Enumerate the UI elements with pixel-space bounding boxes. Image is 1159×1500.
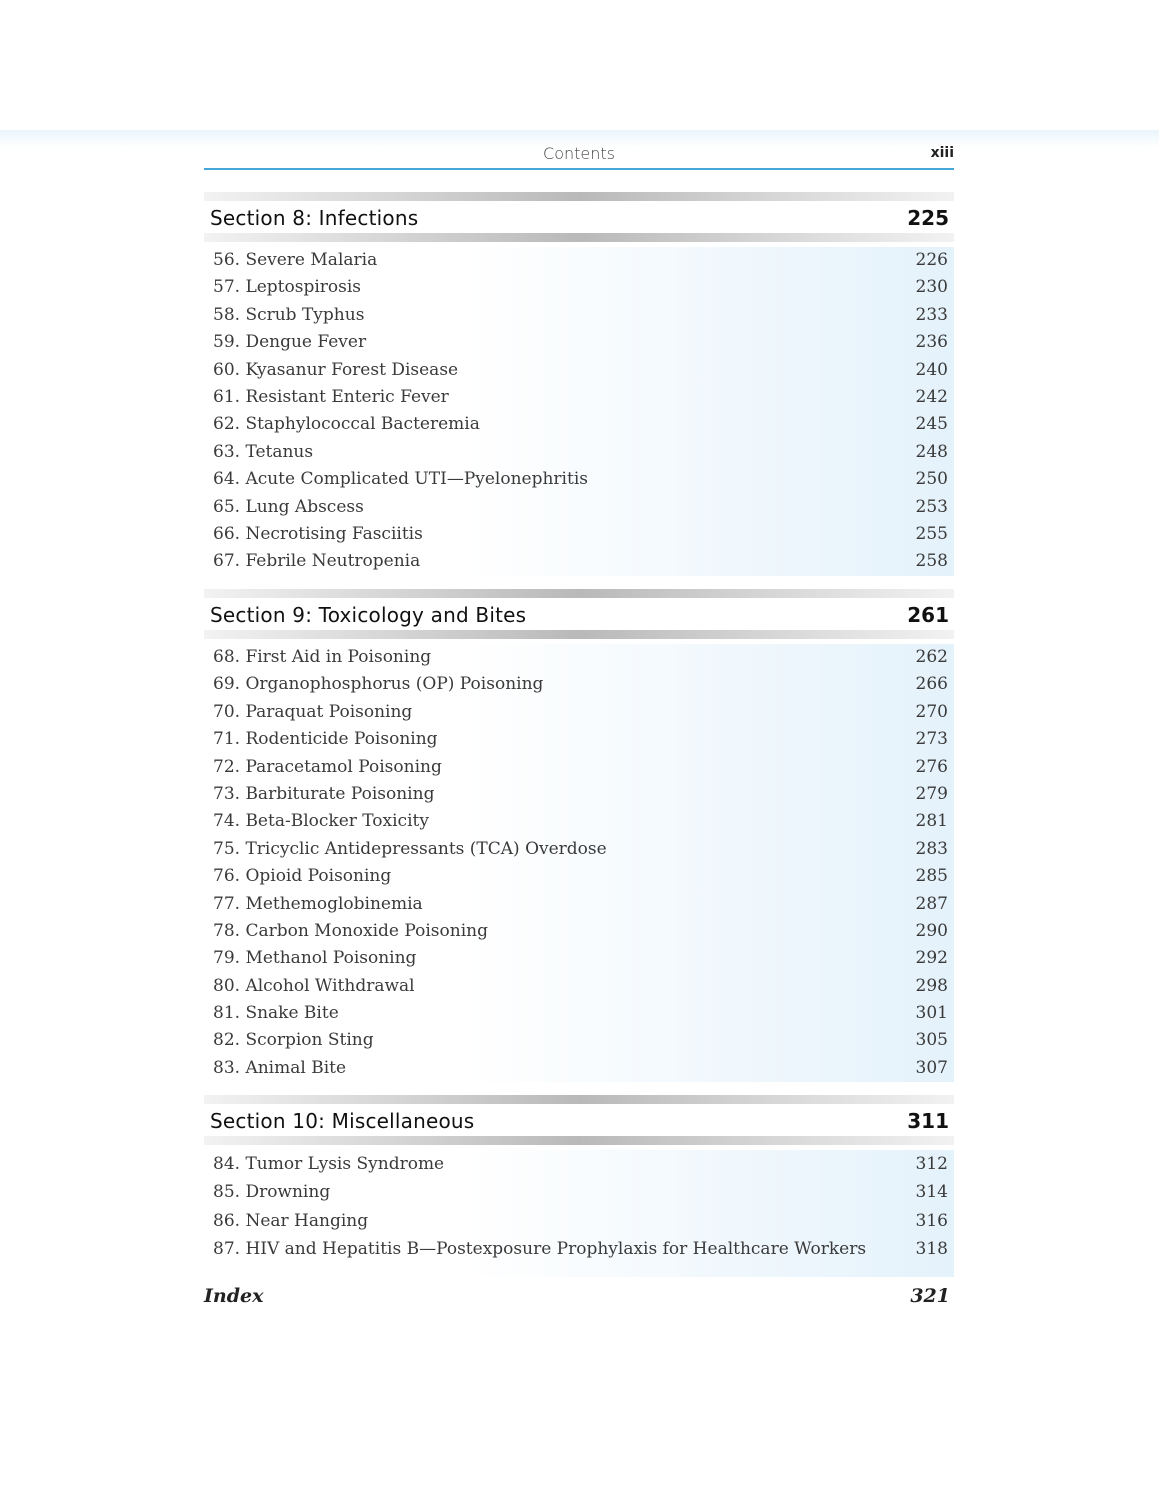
chapter-title: 84. Tumor Lysis Syndrome bbox=[213, 1154, 445, 1174]
chapter-title: 71. Rodenticide Poisoning bbox=[213, 729, 438, 750]
chapter-entry[interactable] bbox=[204, 699, 954, 726]
chapter-entry[interactable] bbox=[204, 1055, 954, 1082]
chapter-entry[interactable] bbox=[204, 329, 954, 356]
chapter-title: 85. Drowning bbox=[213, 1182, 331, 1203]
chapter-entry[interactable] bbox=[204, 1027, 954, 1054]
chapter-entry[interactable] bbox=[204, 1235, 954, 1263]
running-title: Contents bbox=[543, 144, 615, 163]
section-heading bbox=[204, 1095, 954, 1145]
chapter-page: 285 bbox=[915, 866, 948, 887]
chapter-page: 236 bbox=[915, 332, 948, 353]
section-rule bbox=[204, 233, 954, 242]
chapter-title: 70. Paraquat Poisoning bbox=[213, 701, 413, 722]
section-rule bbox=[204, 1136, 954, 1145]
chapter-page: 262 bbox=[915, 647, 948, 667]
chapter-page: 240 bbox=[915, 359, 948, 380]
chapter-page: 250 bbox=[915, 469, 948, 490]
section-rule bbox=[204, 589, 954, 598]
chapter-entry[interactable] bbox=[204, 863, 954, 890]
chapter-page: 305 bbox=[915, 1030, 948, 1051]
section-page: 225 bbox=[907, 206, 949, 230]
chapter-entry[interactable] bbox=[204, 357, 954, 384]
chapter-entry[interactable] bbox=[204, 726, 954, 753]
chapter-page: 270 bbox=[915, 701, 948, 722]
chapter-entry[interactable] bbox=[204, 494, 954, 521]
chapter-entry[interactable] bbox=[204, 808, 954, 835]
chapter-page: 301 bbox=[915, 1003, 948, 1024]
chapter-page: 287 bbox=[915, 893, 948, 914]
chapter-title: 64. Acute Complicated UTI—Pyelonephritis bbox=[213, 469, 588, 490]
chapter-page: 273 bbox=[915, 729, 948, 750]
index-entry[interactable] bbox=[204, 1285, 954, 1313]
chapter-title: 86. Near Hanging bbox=[213, 1210, 369, 1231]
chapter-entry[interactable] bbox=[204, 548, 954, 575]
chapter-title: 61. Resistant Enteric Fever bbox=[213, 386, 449, 407]
chapter-title: 69. Organophosphorus (OP) Poisoning bbox=[213, 674, 544, 695]
section-title: Section 10: Miscellaneous bbox=[210, 1109, 475, 1133]
chapter-title: 81. Snake Bite bbox=[213, 1003, 339, 1024]
chapter-entry[interactable] bbox=[204, 247, 954, 274]
chapter-title: 67. Febrile Neutropenia bbox=[213, 551, 421, 572]
chapter-entry[interactable] bbox=[204, 644, 954, 671]
chapter-entry[interactable] bbox=[204, 1178, 954, 1206]
chapter-page: 233 bbox=[915, 304, 948, 325]
chapter-page: 276 bbox=[915, 756, 948, 777]
chapter-list bbox=[204, 1150, 954, 1277]
chapter-title: 76. Opioid Poisoning bbox=[213, 866, 392, 887]
chapter-entry[interactable] bbox=[204, 781, 954, 808]
chapter-entry[interactable] bbox=[204, 754, 954, 781]
chapter-entry[interactable] bbox=[204, 274, 954, 301]
chapter-title: 79. Methanol Poisoning bbox=[213, 948, 417, 969]
chapter-entry[interactable] bbox=[204, 671, 954, 698]
chapter-page: 255 bbox=[915, 523, 948, 544]
chapter-page: 230 bbox=[915, 277, 948, 298]
index-label: Index bbox=[204, 1285, 264, 1307]
chapter-title: 75. Tricyclic Antidepressants (TCA) Overdose bbox=[213, 838, 607, 859]
chapter-title: 73. Barbiturate Poisoning bbox=[213, 783, 435, 804]
chapter-page: 226 bbox=[915, 250, 948, 270]
chapter-title: 72. Paracetamol Poisoning bbox=[213, 756, 442, 777]
chapter-page: 266 bbox=[915, 674, 948, 695]
chapter-title: 82. Scorpion Sting bbox=[213, 1030, 374, 1051]
chapter-title: 74. Beta-Blocker Toxicity bbox=[213, 811, 429, 832]
chapter-page: 307 bbox=[915, 1057, 948, 1078]
chapter-page: 283 bbox=[915, 838, 948, 859]
chapter-page: 298 bbox=[915, 975, 948, 996]
section-rule bbox=[204, 630, 954, 639]
chapter-list bbox=[204, 644, 954, 1082]
page-number: xiii bbox=[930, 145, 954, 161]
chapter-title: 56. Severe Malaria bbox=[213, 250, 378, 270]
chapter-page: 279 bbox=[915, 783, 948, 804]
chapter-entry[interactable] bbox=[204, 521, 954, 548]
chapter-list bbox=[204, 247, 954, 576]
chapter-page: 316 bbox=[915, 1210, 948, 1231]
chapter-entry[interactable] bbox=[204, 1000, 954, 1027]
chapter-page: 318 bbox=[915, 1238, 948, 1259]
chapter-page: 258 bbox=[915, 551, 948, 572]
chapter-page: 248 bbox=[915, 441, 948, 462]
section-rule bbox=[204, 192, 954, 201]
chapter-title: 62. Staphylococcal Bacteremia bbox=[213, 414, 480, 435]
page-header bbox=[204, 142, 954, 170]
chapter-page: 312 bbox=[915, 1154, 948, 1174]
chapter-title: 68. First Aid in Poisoning bbox=[213, 647, 432, 667]
chapter-title: 80. Alcohol Withdrawal bbox=[213, 975, 415, 996]
section-heading bbox=[204, 589, 954, 639]
chapter-entry[interactable] bbox=[204, 891, 954, 918]
chapter-page: 281 bbox=[915, 811, 948, 832]
chapter-title: 78. Carbon Monoxide Poisoning bbox=[213, 920, 488, 941]
section-page: 311 bbox=[907, 1109, 949, 1133]
section-page: 261 bbox=[907, 603, 949, 627]
section-rule bbox=[204, 1095, 954, 1104]
index-page: 321 bbox=[910, 1285, 950, 1307]
chapter-entry[interactable] bbox=[204, 973, 954, 1000]
chapter-entry[interactable] bbox=[204, 836, 954, 863]
chapter-page: 245 bbox=[915, 414, 948, 435]
chapter-page: 292 bbox=[915, 948, 948, 969]
chapter-entry[interactable] bbox=[204, 1207, 954, 1235]
chapter-title: 59. Dengue Fever bbox=[213, 332, 367, 353]
chapter-page: 242 bbox=[915, 386, 948, 407]
chapter-entry[interactable] bbox=[204, 1150, 954, 1178]
section-title: Section 8: Infections bbox=[210, 206, 419, 230]
chapter-entry[interactable] bbox=[204, 384, 954, 411]
chapter-page: 253 bbox=[915, 496, 948, 517]
section-title: Section 9: Toxicology and Bites bbox=[210, 603, 527, 627]
chapter-title: 60. Kyasanur Forest Disease bbox=[213, 359, 459, 380]
chapter-entry[interactable] bbox=[204, 302, 954, 329]
chapter-title: 77. Methemoglobinemia bbox=[213, 893, 423, 914]
chapter-title: 65. Lung Abscess bbox=[213, 496, 364, 517]
section-heading bbox=[204, 192, 954, 242]
chapter-title: 63. Tetanus bbox=[213, 441, 314, 462]
chapter-page: 314 bbox=[915, 1182, 948, 1203]
chapter-title: 57. Leptospirosis bbox=[213, 277, 362, 298]
chapter-page: 290 bbox=[915, 920, 948, 941]
chapter-entry[interactable] bbox=[204, 466, 954, 493]
chapter-entry[interactable] bbox=[204, 439, 954, 466]
chapter-entry[interactable] bbox=[204, 411, 954, 438]
chapter-title: 87. HIV and Hepatitis B—Postexposure Prophylaxis for Healthcare Workers bbox=[213, 1238, 867, 1259]
chapter-entry[interactable] bbox=[204, 918, 954, 945]
chapter-title: 66. Necrotising Fasciitis bbox=[213, 523, 423, 544]
chapter-title: 83. Animal Bite bbox=[213, 1057, 347, 1078]
chapter-title: 58. Scrub Typhus bbox=[213, 304, 365, 325]
chapter-entry[interactable] bbox=[204, 945, 954, 972]
